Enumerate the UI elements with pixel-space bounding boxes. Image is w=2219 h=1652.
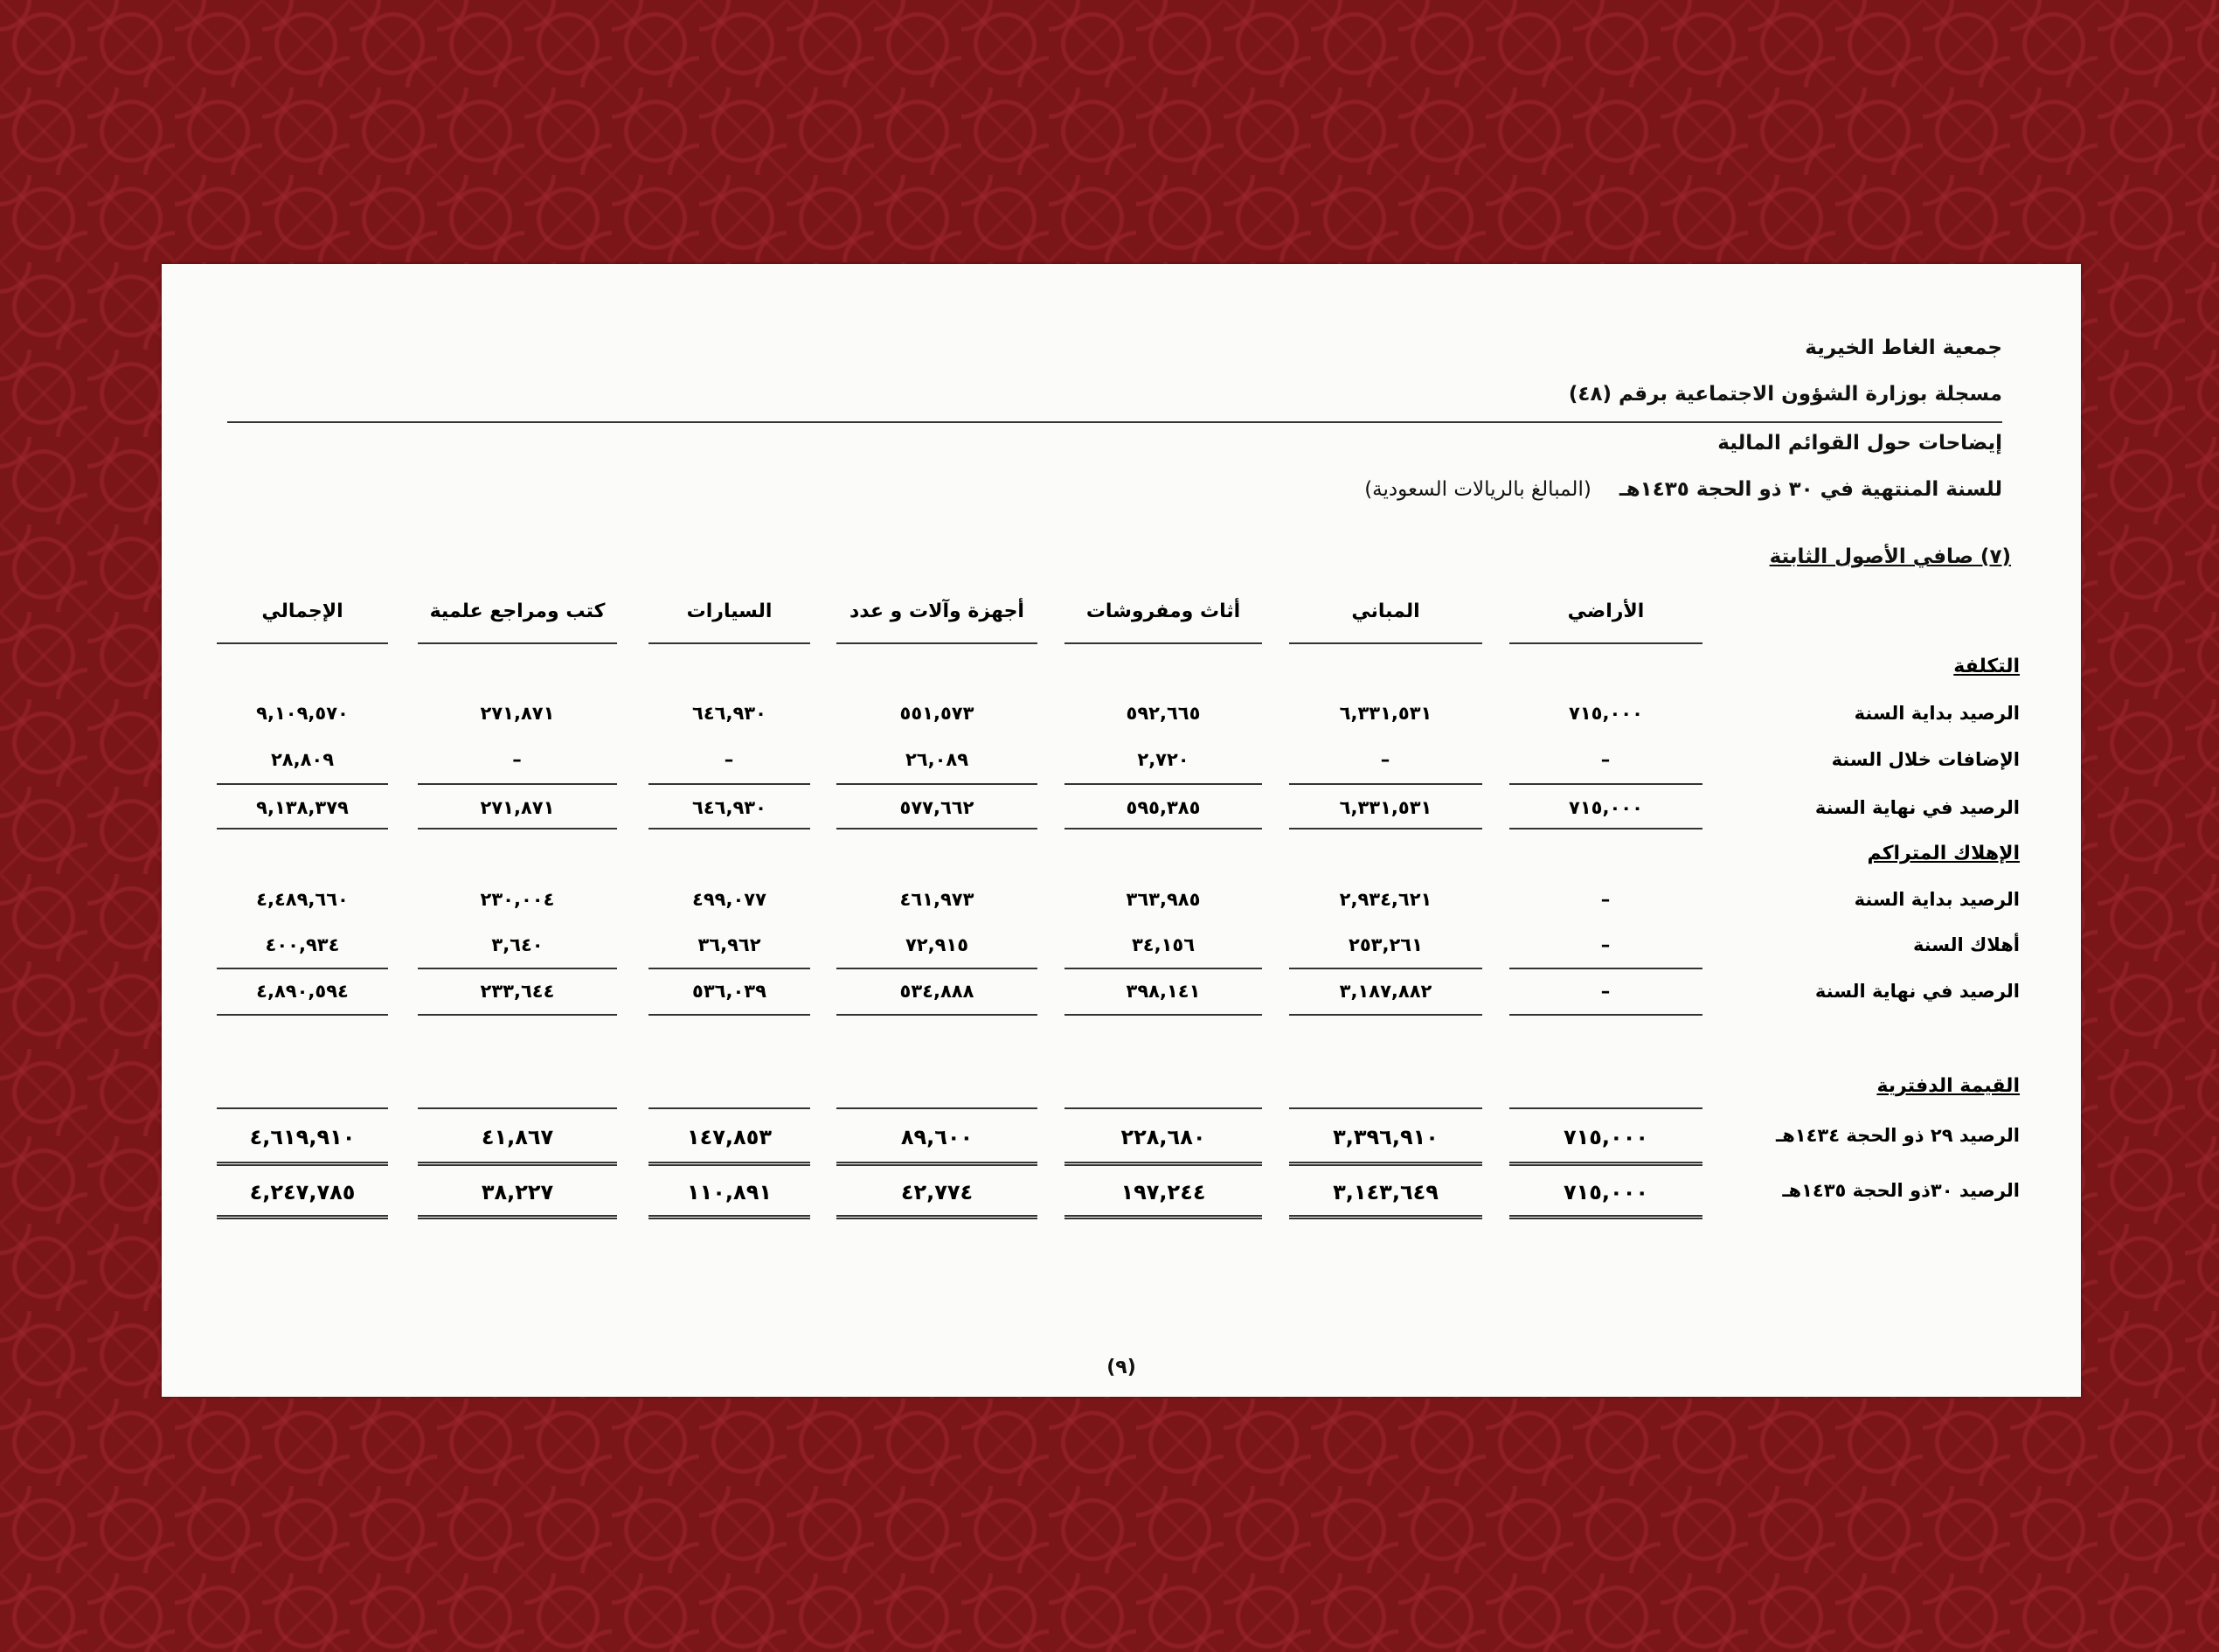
- double-underline: [836, 1162, 1037, 1166]
- registration-line: مسجلة بوزارة الشؤون الاجتماعية برقم (٤٨): [1568, 383, 2002, 406]
- underline: [648, 1107, 810, 1109]
- underline: [217, 783, 388, 785]
- value-cell: ٣٦٣,٩٨٥: [1126, 889, 1201, 910]
- value-cell: ٢,٧٢٠: [1137, 749, 1189, 770]
- value-cell: ٢٨,٨٠٩: [270, 749, 335, 770]
- col-header-furniture: أثاث ومفروشات: [1064, 600, 1262, 644]
- value-cell: –: [1600, 749, 1612, 770]
- currency-note: (المبالغ بالريالات السعودية): [1364, 478, 1591, 501]
- section-depreciation: الإهلاك المتراكم: [1867, 843, 2020, 864]
- underline: [1509, 783, 1702, 785]
- doc-title: إيضاحات حول القوائم المالية: [1717, 432, 2002, 455]
- value-cell: ١١٠,٨٩١: [686, 1180, 772, 1204]
- note-title: (٧) صافي الأصول الثابتة: [1769, 545, 2011, 568]
- double-underline: [418, 1162, 617, 1166]
- double-underline: [1064, 1215, 1262, 1219]
- period-line: [953, 478, 2002, 501]
- value-cell: ٣,١٤٣,٦٤٩: [1333, 1180, 1439, 1204]
- value-cell: –: [512, 749, 523, 770]
- value-cell: ٥٣٦,٠٣٩: [692, 981, 766, 1002]
- double-underline: [1509, 1215, 1702, 1219]
- period-text: للسنة المنتهية في ٣٠ ذو الحجة ١٤٣٥هـ: [1619, 478, 2002, 501]
- underline: [217, 1014, 388, 1016]
- row-label: الرصيد بداية السنة: [1854, 703, 2020, 724]
- underline: [836, 783, 1037, 785]
- value-cell: ٣,٦٤٠: [491, 934, 544, 955]
- double-underline: [217, 1215, 388, 1219]
- col-header-buildings: المباني: [1289, 600, 1482, 644]
- section-book-value: القيمة الدفترية: [1876, 1075, 2020, 1097]
- double-underline: [836, 1215, 1037, 1219]
- value-cell: ٤٠٠,٩٣٤: [265, 934, 340, 955]
- value-cell: ٤٦١,٩٧٣: [899, 889, 974, 910]
- underline: [836, 1107, 1037, 1109]
- value-cell: ٧١٥,٠٠٠: [1563, 1180, 1648, 1204]
- row-label: الرصيد في نهاية السنة: [1814, 981, 2020, 1002]
- value-cell: ٢,٩٣٤,٦٢١: [1339, 889, 1432, 910]
- value-cell: ٤,٦١٩,٩١٠: [249, 1125, 356, 1149]
- value-cell: ٥٣٤,٨٨٨: [899, 981, 974, 1002]
- underline: [1509, 968, 1702, 969]
- page-number: (٩): [1106, 1357, 1136, 1378]
- value-cell: ٩,١٠٩,٥٧٠: [256, 703, 349, 724]
- document-page: [162, 264, 2081, 1397]
- underline: [1289, 783, 1482, 785]
- value-cell: –: [1600, 934, 1612, 955]
- value-cell: ٢٧١,٨٧١: [480, 797, 555, 818]
- section-cost: التكلفة: [1953, 656, 2020, 677]
- value-cell: ٢٥٣,٢٦١: [1349, 934, 1423, 955]
- underline: [648, 783, 810, 785]
- value-cell: ٤٢,٧٧٤: [900, 1180, 974, 1204]
- value-cell: ١٩٧,٢٤٤: [1120, 1180, 1206, 1204]
- underline: [1289, 1107, 1482, 1109]
- double-underline: [648, 1162, 810, 1166]
- underline: [1509, 828, 1702, 829]
- value-cell: –: [1600, 981, 1612, 1002]
- double-underline: [1064, 1162, 1262, 1166]
- underline: [1064, 1107, 1262, 1109]
- value-cell: ٤,٢٤٧,٧٨٥: [249, 1180, 356, 1204]
- value-cell: ٢٣٠,٠٠٤: [480, 889, 555, 910]
- value-cell: ٧١٥,٠٠٠: [1569, 797, 1643, 818]
- underline: [217, 1107, 388, 1109]
- double-underline: [217, 1162, 388, 1166]
- underline: [1289, 828, 1482, 829]
- underline: [648, 968, 810, 969]
- double-underline: [1289, 1215, 1482, 1219]
- underline: [1509, 1107, 1702, 1109]
- underline: [418, 968, 617, 969]
- value-cell: ٣٤,١٥٦: [1131, 934, 1196, 955]
- value-cell: –: [1600, 889, 1612, 910]
- underline: [418, 783, 617, 785]
- value-cell: ٦,٣٣١,٥٣١: [1339, 797, 1432, 818]
- row-label: الرصيد ٣٠ذو الحجة ١٤٣٥هـ: [1782, 1180, 2020, 1201]
- underline: [648, 828, 810, 829]
- underline: [1289, 1014, 1482, 1016]
- value-cell: ٤٩٩,٠٧٧: [692, 889, 766, 910]
- header-divider: [227, 421, 2002, 423]
- underline: [836, 1014, 1037, 1016]
- row-label: الرصيد ٢٩ ذو الحجة ١٤٣٤هـ: [1776, 1125, 2020, 1146]
- col-header-total: الإجمالي: [217, 600, 388, 644]
- double-underline: [648, 1215, 810, 1219]
- value-cell: ٣,١٨٧,٨٨٢: [1339, 981, 1432, 1002]
- value-cell: ٣٩٨,١٤١: [1126, 981, 1201, 1002]
- org-name: جمعية الغاط الخيرية: [1805, 337, 2002, 359]
- row-label: الإضافات خلال السنة: [1831, 749, 2020, 770]
- value-cell: ٩,١٣٨,٣٧٩: [256, 797, 349, 818]
- underline: [1064, 968, 1262, 969]
- col-header-equipment: أجهزة وآلات و عدد: [836, 600, 1037, 644]
- value-cell: ٦,٣٣١,٥٣١: [1339, 703, 1432, 724]
- underline: [217, 968, 388, 969]
- underline: [418, 1107, 617, 1109]
- double-underline: [418, 1215, 617, 1219]
- row-label: الرصيد بداية السنة: [1854, 889, 2020, 910]
- underline: [1064, 783, 1262, 785]
- underline: [418, 828, 617, 829]
- value-cell: –: [1380, 749, 1391, 770]
- value-cell: ٢٦,٠٨٩: [905, 749, 969, 770]
- col-header-books: كتب ومراجع علمية: [418, 600, 617, 644]
- value-cell: ٥٧٧,٦٦٢: [899, 797, 974, 818]
- value-cell: ٤,٤٨٩,٦٦٠: [256, 889, 349, 910]
- underline: [1064, 1014, 1262, 1016]
- double-underline: [1289, 1162, 1482, 1166]
- value-cell: ٥٩٢,٦٦٥: [1126, 703, 1201, 724]
- underline: [418, 1014, 617, 1016]
- value-cell: ٨٩,٦٠٠: [900, 1125, 974, 1149]
- col-header-land: الأراضي: [1509, 600, 1702, 644]
- value-cell: ٧١٥,٠٠٠: [1563, 1125, 1648, 1149]
- value-cell: ٤,٨٩٠,٥٩٤: [256, 981, 349, 1002]
- underline: [1509, 1014, 1702, 1016]
- value-cell: ٦٤٦,٩٣٠: [692, 703, 766, 724]
- value-cell: ٣٨,٢٢٧: [481, 1180, 554, 1204]
- value-cell: ٧١٥,٠٠٠: [1569, 703, 1643, 724]
- underline: [217, 828, 388, 829]
- underline: [836, 968, 1037, 969]
- col-header-vehicles: السيارات: [648, 600, 810, 644]
- value-cell: ٣٦,٩٦٢: [697, 934, 761, 955]
- value-cell: ٢٧١,٨٧١: [480, 703, 555, 724]
- underline: [648, 1014, 810, 1016]
- double-underline: [1509, 1162, 1702, 1166]
- value-cell: ١٤٧,٨٥٣: [686, 1125, 772, 1149]
- value-cell: ٥٥١,٥٧٣: [899, 703, 974, 724]
- underline: [1064, 828, 1262, 829]
- value-cell: ٥٩٥,٣٨٥: [1126, 797, 1201, 818]
- value-cell: ٢٣٣,٦٤٤: [480, 981, 555, 1002]
- underline: [836, 828, 1037, 829]
- row-label: أهلاك السنة: [1912, 934, 2020, 955]
- row-label: الرصيد في نهاية السنة: [1814, 797, 2020, 818]
- underline: [1289, 968, 1482, 969]
- value-cell: –: [724, 749, 735, 770]
- value-cell: ٣,٣٩٦,٩١٠: [1333, 1125, 1439, 1149]
- value-cell: ٢٢٨,٦٨٠: [1120, 1125, 1206, 1149]
- value-cell: ٧٢,٩١٥: [905, 934, 969, 955]
- value-cell: ٤١,٨٦٧: [481, 1125, 554, 1149]
- value-cell: ٦٤٦,٩٣٠: [692, 797, 766, 818]
